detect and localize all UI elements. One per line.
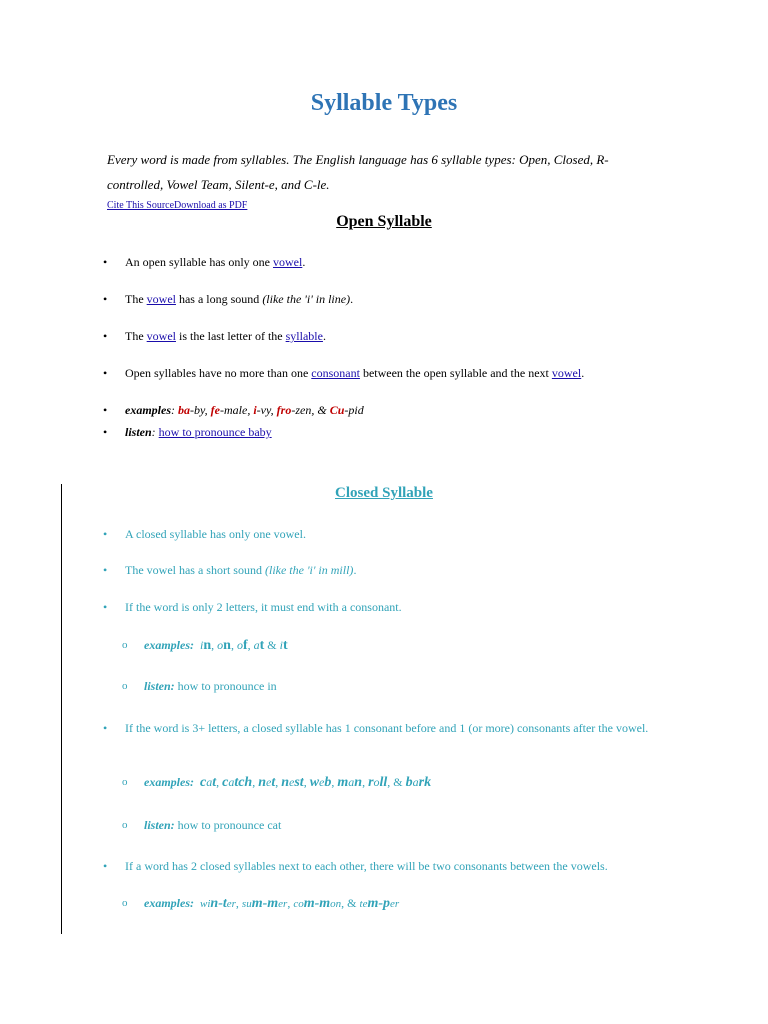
sub-bullet-circle: o [122, 776, 128, 788]
syllable-link[interactable]: syllable [285, 329, 323, 343]
bullet-dot: • [103, 425, 108, 439]
margin-line [61, 484, 62, 934]
vowel-link[interactable]: vowel [551, 366, 582, 380]
bullet-dot: • [103, 859, 108, 873]
source-links [107, 200, 247, 211]
pronounce-baby-link[interactable]: how to pronounce baby [158, 425, 272, 439]
bullet-dot: • [103, 527, 108, 541]
page-title: Syllable Types [310, 90, 458, 116]
pronounce-in-link[interactable]: how to pronounce in [177, 679, 277, 693]
sub-bullet-circle: o [122, 897, 128, 909]
sub-bullet-circle: o [122, 819, 128, 831]
bullet-dot: • [103, 366, 108, 380]
bullet-dot: • [103, 721, 108, 735]
closed-syllable-heading: Closed Syllable [335, 485, 433, 501]
bullet-dot: • [103, 329, 108, 343]
bullet-dot: • [103, 292, 108, 306]
sub-bullet-circle: o [122, 680, 128, 692]
bullet-dot: • [103, 255, 108, 269]
vowel-link[interactable]: vowel [272, 255, 303, 269]
open-syllable-heading: Open Syllable [336, 213, 432, 230]
bullet-dot: • [103, 600, 108, 614]
pronounce-cat-link[interactable]: how to pronounce cat [177, 818, 282, 832]
vowel-link[interactable]: vowel [146, 329, 176, 343]
download-pdf-link[interactable]: Download as PDF [174, 200, 248, 211]
bullet-dot: • [103, 403, 108, 417]
sub-bullet-circle: o [122, 639, 128, 651]
intro-paragraph: Every word is made from syllables. The English language has 6 syllable types: Open, Closed, R-controlled, Vowel Team, Silent-e, and C-le. [107, 152, 609, 192]
cite-source-link[interactable]: Cite This Source [107, 200, 175, 211]
vowel-link[interactable]: vowel [146, 292, 176, 306]
bullet-dot: • [103, 563, 108, 577]
consonant-link[interactable]: consonant [311, 366, 360, 380]
document-page: Syllable Types Every word is made from syllables. The English language has 6 syllable types: Open, Closed, R-controlled, Vowel Team, Silent-e, and C-le. Cite This SourceDownload as PDF Open Syllable • An open syllable has only one vowel. • The vowel has a long sound (like the 'i' in line). • The vowel is the last letter of the syllable. • Open syllables have no more than one consonant between the open syllable and the next vowel. • examples: ba-by, fe-male, i-vy, fro-zen, & Cu-pid • listen: how to pronounce baby Closed Syllable • A closed syllable has only one vowel. • The vowel has a short sound (like the 'i' in mill). • If the word is only 2 letters, it must end with a consonant. o examples: in, on, of, at & it o listen: how to pronounce in • If the word is 3+ letters, a closed syllable has 1 consonant before and 1 (or more) consonants after the vowel. o examples: cat, catch, net, nest, web, man, roll, & bark o listen: how to pronounce cat • If a word has 2 closed syllables next to each other, there will be two consonants between the vowels. o examples: win-ter, sum-mer, com-mon, & tem-per [0, 0, 768, 1024]
